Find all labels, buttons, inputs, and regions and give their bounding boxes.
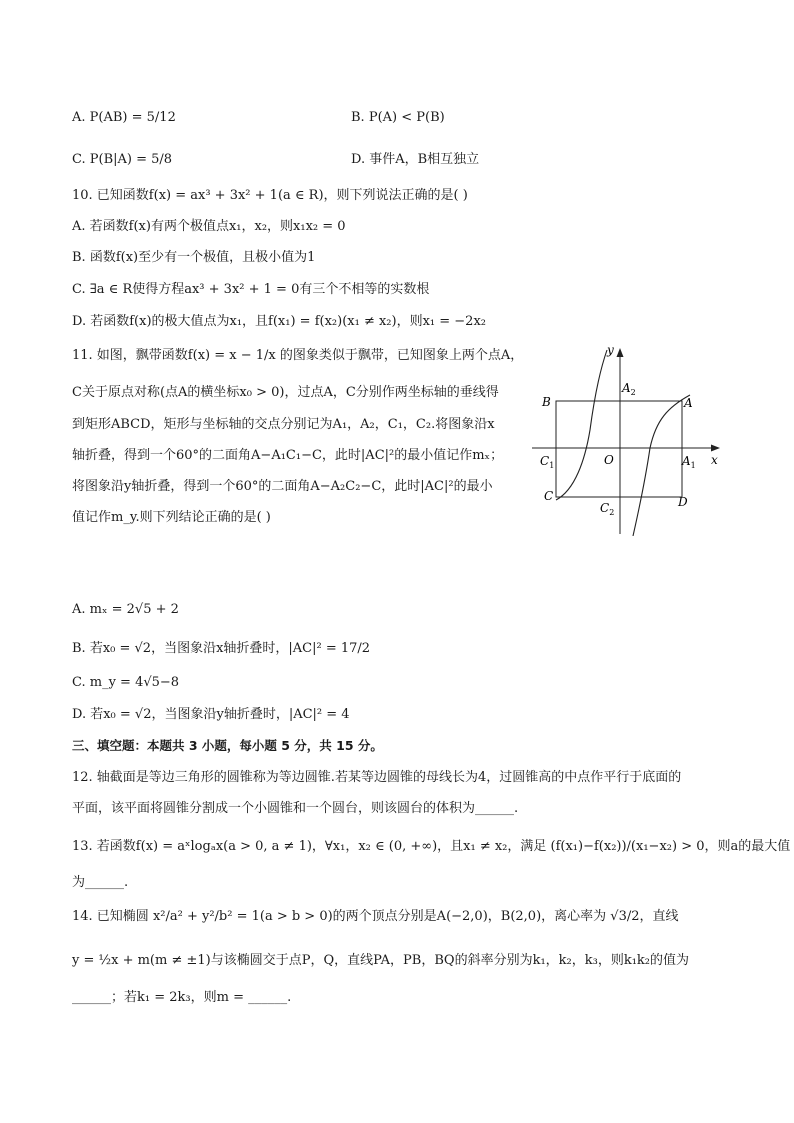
label-origin: O xyxy=(604,453,614,467)
label-c2: $C_2$ xyxy=(600,501,615,517)
q11-option-b: B. 若x₀ = √2，当图象沿x轴折叠时，|AC|² = 17/2 xyxy=(72,641,371,656)
y-axis-arrow xyxy=(617,348,624,357)
q10-stem: 10. 已知函数f(x) = ax³ + 3x² + 1(a ∈ R)，则下列说法正确的是( ) xyxy=(72,188,468,203)
q14-line-1: 14. 已知椭圆 x²/a² + y²/b² = 1(a > b > 0)的两个顶点分别是A(−2,0)，B(2,0)，离心率为 √3/2，直线 xyxy=(72,909,679,924)
q11-line-1: 11. 如图，飘带函数f(x) = x − 1/x 的图象类似于飘带，已知图象上两个点A， xyxy=(72,348,524,363)
q9-option-c: C. P(B|A) = 5/8 xyxy=(72,152,173,167)
q12-line-1: 12. 轴截面是等边三角形的圆锥称为等边圆锥.若某等边圆锥的母线长为4，过圆锥高的中点作平行于底面的 xyxy=(72,770,682,785)
q13-line-1: 13. 若函数f(x) = aˣlogₐx(a > 0, a ≠ 1)，∀x₁，x₂ ∈ (0, +∞)，且x₁ ≠ x₂，满足 (f(x₁)−f(x₂))/(x₁−x₂) > 0，则a的最大值 xyxy=(72,839,791,854)
section-3-heading: 三、填空题：本题共 3 小题，每小题 5 分，共 15 分。 xyxy=(72,738,383,753)
q13-line-2: 为______. xyxy=(72,875,129,890)
x-axis-arrow xyxy=(711,445,720,452)
label-c1: $C_1$ xyxy=(540,454,555,470)
label-a2: $A_2$ xyxy=(622,381,636,397)
label-y: y xyxy=(607,343,614,357)
q11-line-6: 值记作m_y.则下列结论正确的是( ) xyxy=(72,510,271,525)
q10-option-d: D. 若函数f(x)的极大值点为x₁，且f(x₁) = f(x₂)(x₁ ≠ x₂)，则x₁ = −2x₂ xyxy=(72,314,487,329)
label-c: C xyxy=(544,489,554,503)
ribbon-function-figure xyxy=(530,340,726,536)
rectangle-abcd xyxy=(556,401,682,497)
label-a1: $A_1$ xyxy=(682,454,696,470)
label-x: x xyxy=(711,453,718,467)
q14-line-2: y = ½x + m(m ≠ ±1)与该椭圆交于点P，Q，直线PA，PB，BQ的斜率分别为k₁，k₂，k₃，则k₁k₂的值为 xyxy=(72,953,690,968)
q9-option-a: A. P(AB) = 5/12 xyxy=(72,110,176,125)
q11-option-a: A. mₓ = 2√5 + 2 xyxy=(72,602,179,617)
q9-option-b: B. P(A) < P(B) xyxy=(351,110,445,125)
q14-line-3: ______；若k₁ = 2k₃，则m = ______. xyxy=(72,990,292,1005)
q11-line-2: C关于原点对称(点A的横坐标x₀ > 0)，过点A，C分别作两坐标轴的垂线得 xyxy=(72,385,499,400)
q11-line-3: 到矩形ABCD，矩形与坐标轴的交点分别记为A₁，A₂，C₁，C₂.将图象沿x xyxy=(72,417,495,432)
q10-option-a: A. 若函数f(x)有两个极值点x₁，x₂，则x₁x₂ = 0 xyxy=(72,219,346,234)
q11-line-5: 将图象沿y轴折叠，得到一个60°的二面角A−A₂C₂−C，此时|AC|²的最小 xyxy=(72,479,493,494)
q10-option-c: C. ∃a ∈ R使得方程ax³ + 3x² + 1 = 0有三个不相等的实数根 xyxy=(72,282,430,297)
label-a: A xyxy=(684,396,693,410)
label-b: B xyxy=(542,395,551,409)
q12-line-2: 平面，该平面将圆锥分割成一个小圆锥和一个圆台，则该圆台的体积为______. xyxy=(72,801,519,816)
curve-left-branch xyxy=(556,350,607,500)
q11-option-c: C. m_y = 4√5−8 xyxy=(72,675,180,690)
q9-option-d: D. 事件A，B相互独立 xyxy=(351,152,480,167)
label-d: D xyxy=(678,495,688,509)
q11-option-d: D. 若x₀ = √2，当图象沿y轴折叠时，|AC|² = 4 xyxy=(72,707,350,722)
q11-line-4: 轴折叠，得到一个60°的二面角A−A₁C₁−C，此时|AC|²的最小值记作mₓ； xyxy=(72,448,504,463)
q10-option-b: B. 函数f(x)至少有一个极值，且极小值为1 xyxy=(72,250,316,265)
